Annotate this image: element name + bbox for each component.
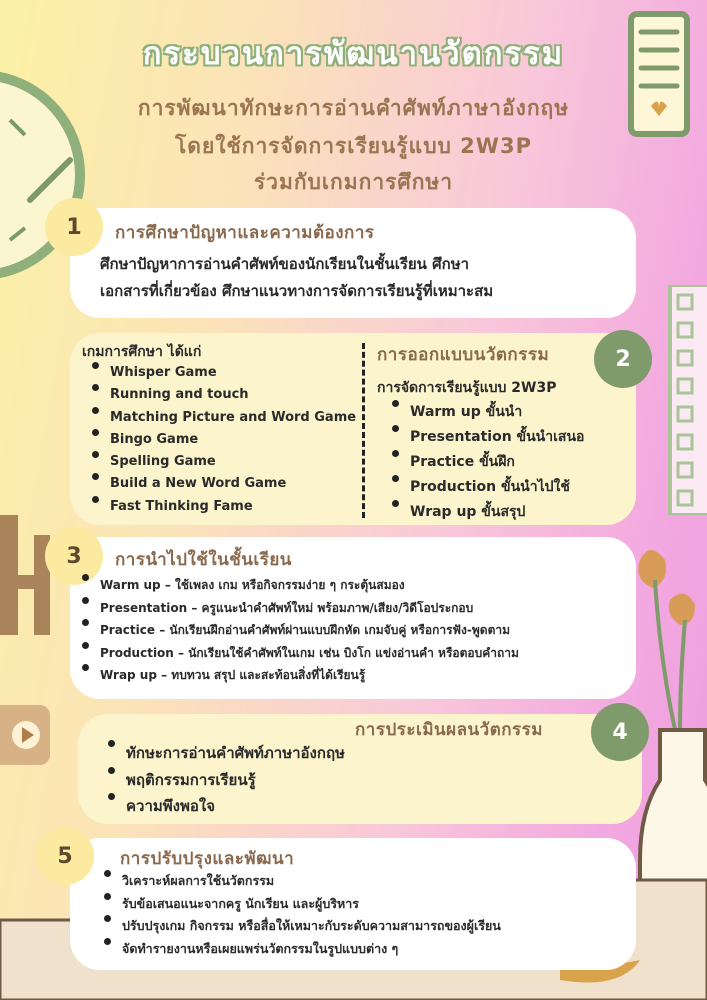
film-strip-illustration — [668, 285, 707, 515]
step5-heading: การปรับปรุงและพัฒนา — [120, 849, 295, 869]
games-heading: เกมการศึกษา ได้แก่ — [82, 344, 202, 360]
step1-line-2: เอกสารที่เกี่ยวข้อง ศึกษาแนวทางการจัดการเรียนรู้ที่เหมาะสม — [100, 282, 494, 300]
step1-number-badge: 1 — [45, 198, 103, 256]
list-item: Presentation ขั้นนำเสนอ — [388, 425, 584, 450]
list-item: Practice – นักเรียนฝึกอ่านคำศัพท์ผ่านแบบฝึกหัด เกมจับคู่ หรือการฟัง-พูดตาม — [78, 619, 519, 642]
list-item: วิเคราะห์ผลการใช้นวัตกรรม — [100, 870, 501, 893]
list-item: Practice ขั้นฝึก — [388, 450, 584, 475]
subtitle-line-3: ร่วมกับเกมการศึกษา — [253, 170, 454, 194]
list-item: Production ขั้นนำไปใช้ — [388, 475, 584, 500]
list-item: ความพึงพอใจ — [104, 793, 345, 820]
section-divider — [362, 343, 365, 518]
play-button-illustration — [0, 700, 60, 770]
step1-line-1: ศึกษาปัญหาการอ่านคำศัพท์ของนักเรียนในชั้นเรียน ศึกษา — [100, 255, 470, 273]
subtitle-line-1: การพัฒนาทักษะการอ่านคำศัพท์ภาษาอังกฤษ — [137, 96, 570, 120]
list-item: รับข้อเสนอแนะจากครู นักเรียน และผู้บริหาร — [100, 893, 501, 916]
list-item: ทักษะการอ่านคำศัพท์ภาษาอังกฤษ — [104, 740, 345, 767]
list-item: Running and touch — [88, 384, 356, 406]
page-title: กระบวนการพัฒนานวัตกรรม — [142, 36, 565, 72]
list-item: Production – นักเรียนใช้คำศัพท์ในเกม เช่น บิงโก แข่งอ่านคำ หรือตอบคำถาม — [78, 642, 519, 665]
step3-number-badge: 3 — [45, 527, 103, 585]
list-item: ปรับปรุงเกม กิจกรรม หรือสื่อให้เหมาะกับระดับความสามารถของผู้เรียน — [100, 915, 501, 938]
step1-heading: การศึกษาปัญหาและความต้องการ — [115, 223, 375, 243]
list-item: พฤติกรรมการเรียนรู้ — [104, 767, 345, 794]
list-item: Matching Picture and Word Game — [88, 407, 356, 429]
list-item: จัดทำรายงานหรือเผยแพร่นวัตกรรมในรูปแบบต่าง ๆ — [100, 938, 501, 961]
step5-number-badge: 5 — [36, 827, 94, 885]
list-item: Spelling Game — [88, 451, 356, 473]
step3-list — [78, 574, 519, 687]
step4-list — [104, 740, 345, 820]
step2-subheading: การจัดการเรียนรู้แบบ 2W3P — [377, 380, 557, 396]
list-item: Fast Thinking Fame — [88, 496, 356, 518]
list-item: Whisper Game — [88, 362, 356, 384]
step4-heading: การประเมินผลนวัตกรรม — [355, 720, 544, 740]
list-item: Wrap up – ทบทวน สรุป และสะท้อนสิ่งที่ได้เรียนรู้ — [78, 664, 519, 687]
list-item: Build a New Word Game — [88, 473, 356, 495]
subtitle-line-2: โดยใช้การจัดการเรียนรู้แบบ 2W3P — [175, 134, 532, 158]
step2-heading: การออกแบบนวัตกรรม — [377, 345, 550, 365]
list-item: Warm up ขั้นนำ — [388, 400, 584, 425]
list-item: Bingo Game — [88, 429, 356, 451]
list-item: Warm up – ใช้เพลง เกม หรือกิจกรรมง่าย ๆ กระตุ้นสมอง — [78, 574, 519, 597]
step2-number-badge: 2 — [594, 330, 652, 388]
step2-list — [388, 400, 584, 525]
step5-list — [100, 870, 501, 960]
step3-heading: การนำไปใช้ในชั้นเรียน — [115, 550, 292, 570]
step4-number-badge: 4 — [591, 703, 649, 761]
list-item: Wrap up ขั้นสรุป — [388, 500, 584, 525]
list-item: Presentation – ครูแนะนำคำศัพท์ใหม่ พร้อมภาพ/เสียง/วิดีโอประกอบ — [78, 597, 519, 620]
games-list — [88, 362, 356, 518]
